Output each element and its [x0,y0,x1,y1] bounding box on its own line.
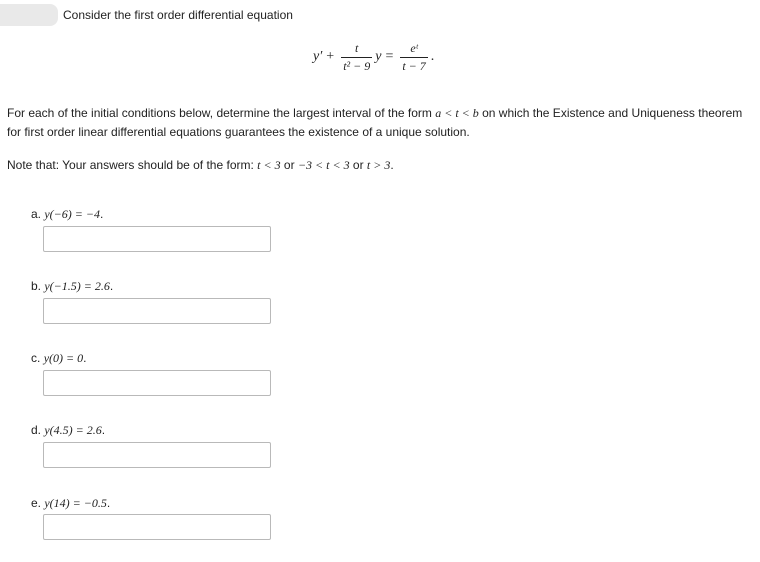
part-b-answer-input[interactable] [43,298,271,324]
eq-fraction-2-num: eᵗ [410,40,418,55]
part-b-end: . [109,279,114,293]
redacted-logo [0,4,58,26]
part-d-letter: d. [31,423,42,437]
part-d-condition: y(4.5) = 2.6 [44,423,102,437]
instructions-pre: For each of the initial conditions below, determine the largest interval of the form [7,106,436,120]
differential-equation [313,37,434,77]
part-d-answer-input[interactable] [43,442,271,468]
part-b-label [31,279,113,294]
eq-y-prime: y′ [313,49,323,64]
part-c-answer-input[interactable] [43,370,271,396]
eq-fraction-2 [400,41,427,74]
part-a-end: . [99,207,104,221]
eq-fraction-2-den: t − 7 [402,58,426,73]
part-d-end: . [101,423,106,437]
note-pre: Note that: Your answers should be of the form: [7,158,258,172]
eq-fraction-1-den: t² − 9 [343,58,371,73]
note-or-1: or [280,158,298,172]
part-b-letter: b. [31,279,42,293]
part-c-letter: c. [31,351,41,365]
part-c-label [31,351,86,366]
eq-plus: + [326,49,335,64]
part-c-end: . [83,351,87,365]
note-form-1: t < 3 [257,158,281,172]
interval-form: a < t < b [435,106,479,120]
note-form-3: t > 3 [366,158,391,172]
part-b-condition: y(−1.5) = 2.6 [44,279,110,293]
note-form-2: −3 < t < 3 [297,158,350,172]
part-e-end: . [106,496,111,510]
part-a-condition: y(−6) = −4 [44,207,100,221]
note-or-2: or [349,158,367,172]
eq-y: y [375,49,382,64]
part-e-answer-input[interactable] [43,514,271,540]
part-e-letter: e. [31,496,42,510]
instructions-post: on which the Existence and Uniqueness theorem for first order linear differential equations guarantees the existence of a unique solution. [7,106,743,139]
note-end: . [390,158,394,172]
eq-fraction-1-num: t [355,40,359,55]
part-a-label [31,207,103,222]
eq-fraction-1 [341,41,372,74]
part-e-label [31,496,110,511]
part-c-condition: y(0) = 0 [43,351,84,365]
intro-text: Consider the first order differential equation [63,8,293,22]
eq-period: . [430,49,435,64]
note-line [7,158,394,173]
part-e-condition: y(14) = −0.5 [44,496,107,510]
instructions-paragraph [7,104,752,142]
part-a-letter: a. [31,207,42,221]
eq-equals: = [385,49,394,64]
part-d-label [31,423,105,438]
part-a-answer-input[interactable] [43,226,271,252]
